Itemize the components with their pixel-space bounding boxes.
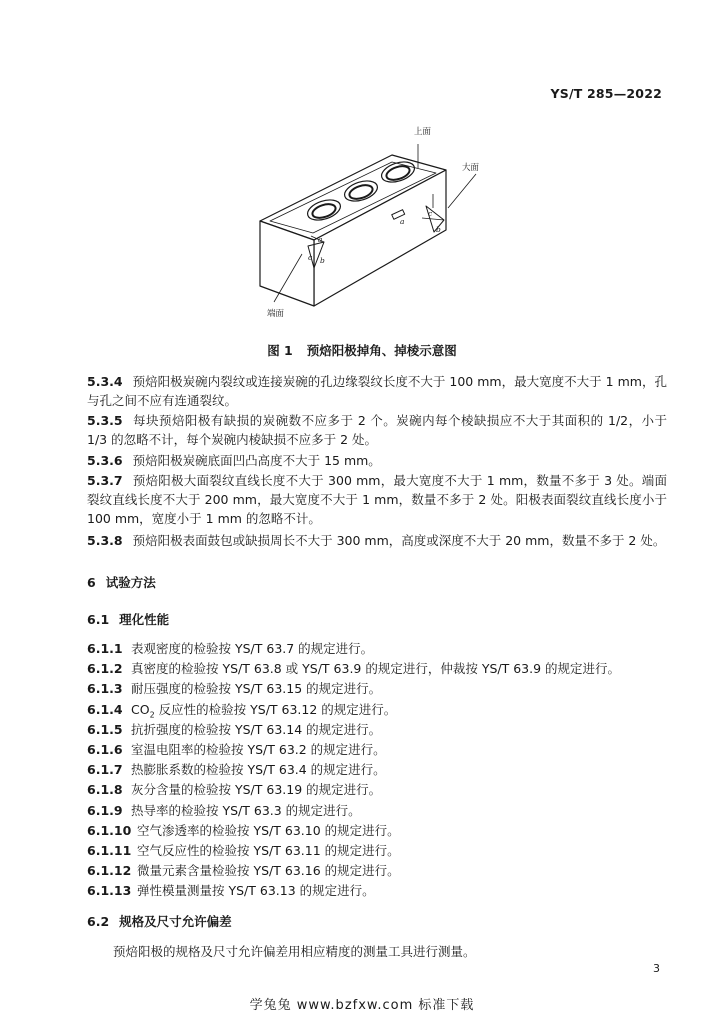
clause-number: 5.3.8 [87,533,123,548]
list-item [87,760,667,780]
item-text: 表观密度的检验按 YS/T 63.7 的规定进行。 [131,641,374,656]
section-title: 规格及尺寸允许偏差 [119,914,232,929]
item-text-pre: CO [131,701,150,717]
figure-caption-text: 预焙阳极掉角、掉棱示意图 [306,343,457,358]
page-number: 3 [653,962,660,975]
clause-text: 预焙阳极炭碗底面凹凸高度不大于 15 mm。 [132,453,381,468]
clause-number: 5.3.5 [87,413,123,428]
list-item [87,881,667,901]
item-number: 6.1.13 [87,883,132,899]
section-6-heading [87,573,156,591]
label-c-end: c [308,253,313,262]
list-item [87,700,667,720]
list-item [87,841,667,861]
label-b-big: b [436,225,441,234]
item-text-post: 反应性的检验按 YS/T 63.12 的规定进行。 [154,701,397,717]
item-number: 6.1.1 [87,641,123,656]
label-c-big: c [428,209,433,218]
list-item [87,801,667,821]
item-number: 6.1.4 [87,701,123,717]
list-item [87,861,667,881]
item-text: 热膨胀系数的检验按 YS/T 63.4 的规定进行。 [131,762,386,778]
item-text: 耐压强度的检验按 YS/T 63.15 的规定进行。 [131,681,382,697]
item-number: 6.1.8 [87,782,123,798]
clause-text: 每块预焙阳极有缺损的炭碗数不应多于 2 个。炭碗内每个棱缺损应不大于其面积的 1/2，小于 1/3 的忽略不计，每个炭碗内棱缺损不应多于 2 处。 [87,413,667,447]
clause-text: 预焙阳极表面鼓包或缺损周长不大于 300 mm，高度或深度不大于 20 mm，数量不多于 2 处。 [132,533,666,548]
site-footer: 学兔兔 www.bzfxw.com 标准下载 [249,998,475,1013]
leader-big [448,174,476,208]
list-item [87,659,667,679]
item-text-sub: 2 [149,710,155,720]
item-text: 灰分含量的检验按 YS/T 63.19 的规定进行。 [131,782,382,798]
section-number: 6.2 [87,914,110,929]
clause-text: 预焙阳极大面裂纹直线长度不大于 300 mm，最大宽度不大于 1 mm，数量不多于 3 处。端面裂纹直线长度不大于 200 mm，最大宽度不大于 1 mm，数量不多于 2 处。阳极表面裂纹直线长度小于 100 mm，宽度小于 1 mm 的忽略不计。 [87,473,667,526]
item-number: 6.1.5 [87,721,123,737]
list-item [87,639,667,659]
label-end-face: 端面 [267,309,285,319]
section-number: 6 [87,575,96,590]
clause-text: 预焙阳极炭碗内裂纹或连接炭碗的孔边缘裂纹长度不大于 100 mm，最大宽度不大于 1 mm，孔与孔之间不应有连通裂纹。 [87,374,667,408]
item-text: 真密度的检验按 YS/T 63.8 或 YS/T 63.9 的规定进行，仲裁按 YS/T 63.9 的规定进行。 [131,661,621,677]
item-text: 空气渗透率的检验按 YS/T 63.10 的规定进行。 [137,822,400,838]
item-number: 6.1.10 [87,822,132,838]
item-number: 6.1.2 [87,661,123,677]
section-6-2-heading [87,912,232,930]
item-number: 6.1.6 [87,741,123,757]
anode-diagram [250,118,480,323]
item-number: 6.1.3 [87,681,123,697]
item-number: 6.1.12 [87,863,132,879]
figure-caption [0,341,724,359]
list-item [87,780,667,800]
section-number: 6.1 [87,612,110,627]
clause-number: 5.3.7 [87,473,123,488]
clause-5-3-6 [87,451,667,470]
list-item [87,720,667,740]
item-number: 6.1.7 [87,762,123,778]
item-number: 6.1.11 [87,842,132,858]
item-text: 空气反应性的检验按 YS/T 63.11 的规定进行。 [137,842,400,858]
section-title: 试验方法 [105,575,156,590]
figure-caption-number: 图 1 [267,343,293,358]
clause-5-3-8 [87,531,667,550]
label-top-face: 上面 [414,127,432,137]
clause-5-3-5 [87,411,667,449]
item-text: 微量元素含量检验按 YS/T 63.16 的规定进行。 [137,863,400,879]
section-6-1-heading [87,610,169,628]
section-title: 理化性能 [119,612,170,627]
item-text: 热导率的检验按 YS/T 63.3 的规定进行。 [131,802,361,818]
clause-number: 5.3.4 [87,374,123,389]
test-method-list [87,639,667,901]
clause-number: 5.3.6 [87,453,123,468]
clause-5-3-4 [87,372,667,410]
item-number: 6.1.9 [87,802,123,818]
label-a-big: a [400,217,405,226]
item-text: 室温电阻率的检验按 YS/T 63.2 的规定进行。 [131,741,386,757]
list-item [87,679,667,699]
section-6-2-paragraph: 预焙阳极的规格及尺寸允许偏差用相应精度的测量工具进行测量。 [113,944,476,959]
standard-code: YS/T 285—2022 [550,86,662,101]
item-text: 抗折强度的检验按 YS/T 63.14 的规定进行。 [131,721,382,737]
label-big-face: 大面 [462,163,480,173]
label-a-end: a [318,235,323,244]
list-item [87,821,667,841]
clause-5-3-7 [87,471,667,528]
item-text: 弹性模量测量按 YS/T 63.13 的规定进行。 [137,883,375,899]
label-b-end: b [320,256,325,265]
list-item [87,740,667,760]
